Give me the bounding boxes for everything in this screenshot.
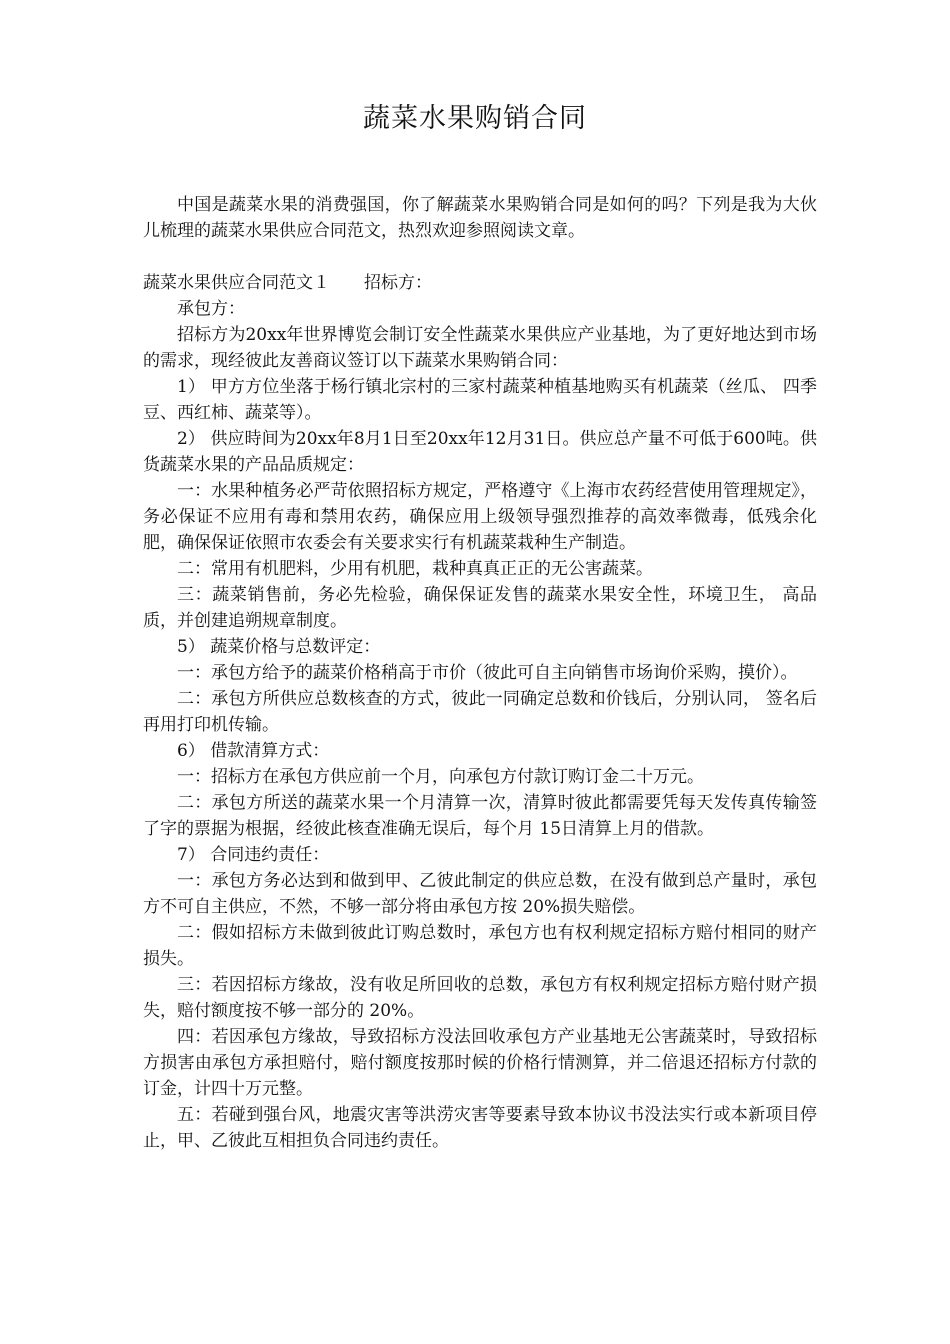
paragraph: 一：承包方务必达到和做到甲、乙彼此制定的供应总数，在没有做到总产量时，承包方不可自主供应，不然，不够一部分将由承包方按 20%损失赔偿。 — [143, 871, 817, 917]
paragraph: 三：若因招标方缘故，没有收足所回收的总数，承包方有权利规定招标方赔付财产损失，赔付额度按不够一部分的 20%。 — [143, 975, 817, 1021]
paragraph: 一：招标方在承包方供应前一个月，向承包方付款订购订金二十万元。 — [177, 767, 704, 787]
document-title: 蔬菜水果购销合同 — [363, 103, 587, 134]
paragraph: 五：若碰到强台风，地震灾害等洪涝灾害等要素导致本协议书没法实行或本新项目停止，甲、乙彼此互相担负合同违约责任。 — [143, 1105, 817, 1151]
intro-paragraph: 中国是蔬菜水果的消费强国，你了解蔬菜水果购销合同是如何的吗？下列是我为大伙儿梳理的蔬菜水果供应合同范文，热烈欢迎参照阅读文章。 — [143, 195, 817, 241]
paragraph: 二：常用有机肥料，少用有机肥，栽种真真正正的无公害蔬菜。 — [177, 559, 653, 579]
paragraph: 承包方： — [177, 299, 245, 319]
section-heading-line — [143, 270, 817, 296]
paragraph: 6） 借款清算方式： — [177, 741, 330, 761]
paragraph: 二：假如招标方未做到彼此订购总数时，承包方也有权利规定招标方赔付相同的财产损失。 — [143, 923, 817, 969]
party-a-label: 招标方： — [364, 273, 432, 293]
paragraph: 四：若因承包方缘故，导致招标方没法回收承包方产业基地无公害蔬菜时，导致招标方损害由承包方承担赔付，赔付额度按那时候的价格行情测算，并二倍退还招标方付款的订金，计四十万元整。 — [143, 1027, 817, 1099]
paragraph: 一：承包方给予的蔬菜价格稍高于市价（彼此可自主向销售市场询价采购，摸价）。 — [177, 663, 798, 683]
paragraph: 2） 供应時间为20xx年8月1日至20xx年12月31日。供应总产量不可低于600吨。供货蔬菜水果的产品品质规定： — [143, 429, 817, 475]
section-heading: 蔬菜水果供应合同范文１ — [143, 273, 330, 293]
paragraph: 三：蔬菜销售前，务必先检验，确保保证发售的蔬菜水果安全性，环境卫生， 高品质，并创建追朔规章制度。 — [143, 585, 817, 631]
paragraph: 7） 合同违约责任： — [177, 845, 330, 865]
paragraph: 5） 蔬菜价格与总数评定： — [177, 637, 381, 657]
paragraph: 二：承包方所供应总数核查的方式，彼此一同确定总数和价钱后，分别认同， 签名后再用打印机传输。 — [143, 689, 817, 735]
paragraph: 招标方为20xx年世界博览会制订安全性蔬菜水果供应产业基地，为了更好地达到市场的需求，现经彼此友善商议签订以下蔬菜水果购销合同： — [143, 325, 817, 371]
paragraph: 一：水果种植务必严苛依照招标方规定，严格遵守《上海市农药经营使用管理规定》，务必保证不应用有毒和禁用农药，确保应用上级领导强烈推荐的高效率微毒，低残余化肥，确保保证依照市农委会有关要求实行有机蔬菜栽种生产制造。 — [143, 481, 817, 553]
document-body — [143, 192, 817, 1154]
paragraph: 二：承包方所送的蔬菜水果一个月清算一次，清算时彼此都需要凭每天发传真传输签了字的票据为根据，经彼此核查准确无误后，每个月 15日清算上月的借款。 — [143, 793, 817, 839]
paragraph: 1） 甲方方位坐落于杨行镇北宗村的三家村蔬菜种植基地购买有机蔬菜（丝瓜、 四季豆、西红柿、蔬菜等）。 — [143, 377, 817, 423]
